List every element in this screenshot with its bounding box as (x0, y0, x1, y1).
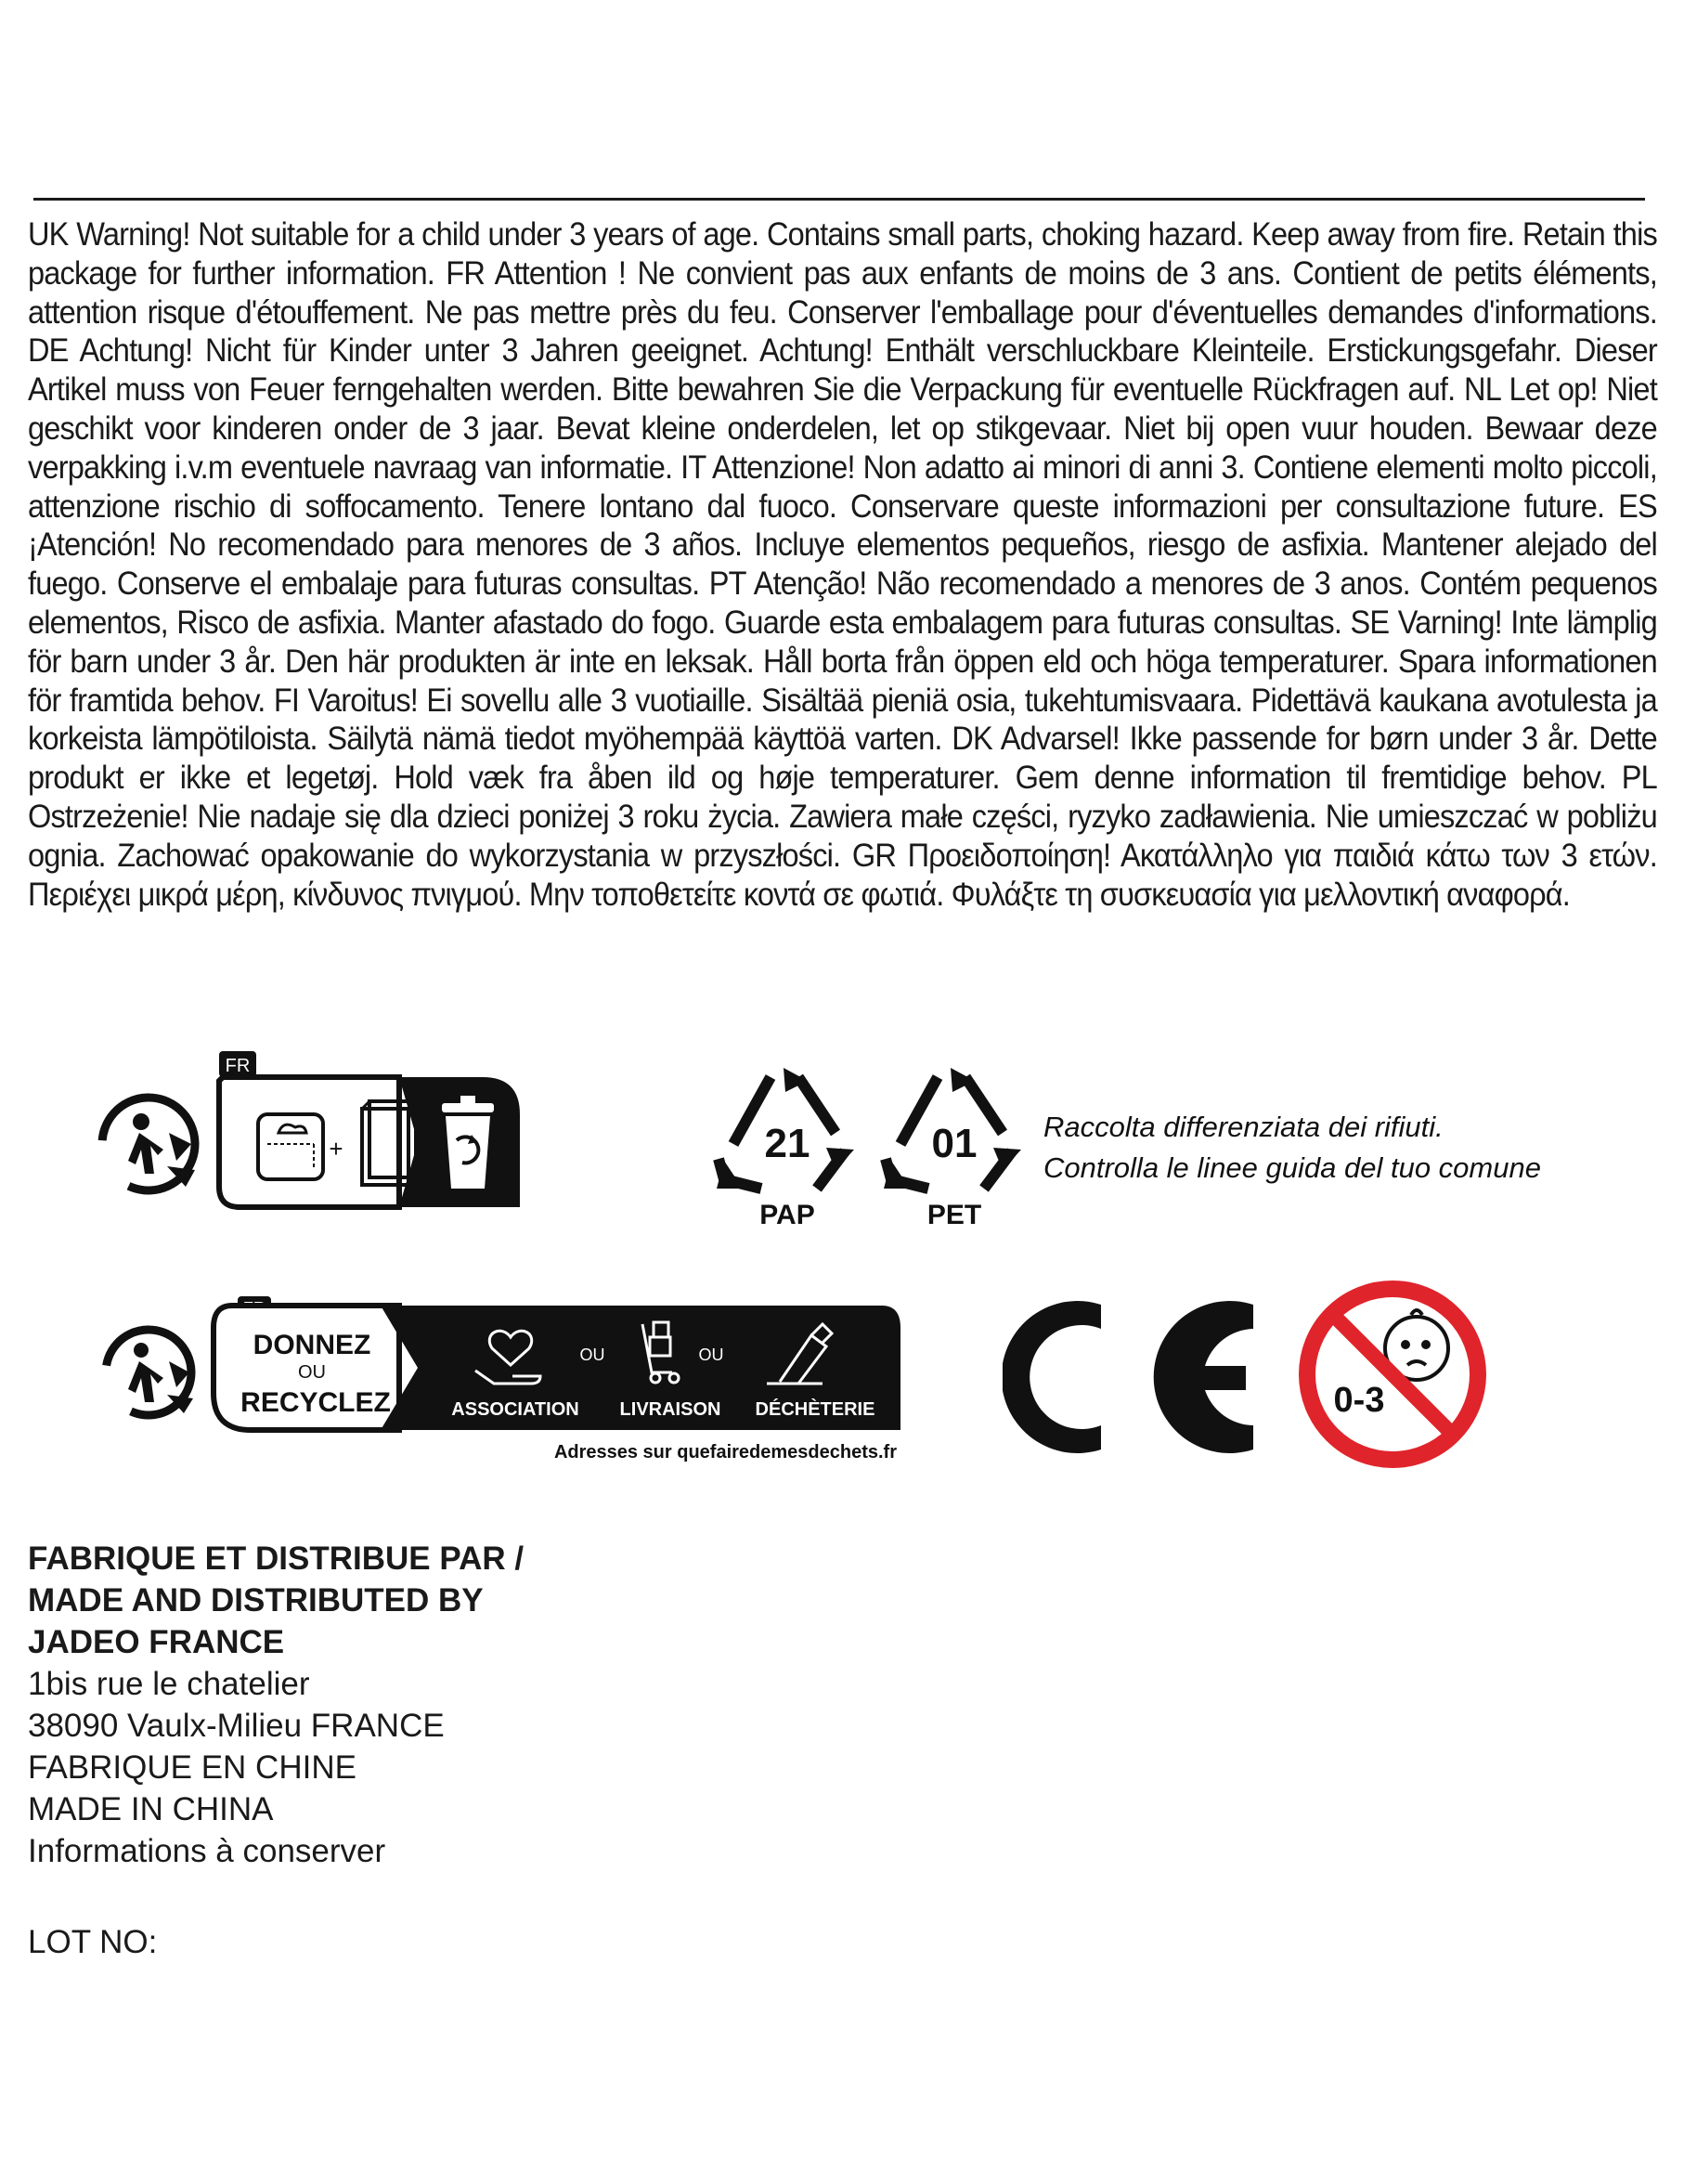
option-association: ASSOCIATION (451, 1399, 579, 1420)
plus-sign: + (329, 1135, 343, 1163)
recyclez-label: RECYCLEZ (240, 1387, 391, 1418)
recycle-note-line2: Controlla le linee guida del tuo comune (1043, 1151, 1541, 1184)
sep-ou-2: OU (698, 1346, 724, 1364)
donnez-label: DONNEZ (253, 1330, 371, 1360)
option-decheterie: DÉCHÈTERIE (755, 1399, 875, 1420)
recycle-note-line1: Raccolta differenziata dei rifiuti. (1043, 1111, 1444, 1143)
lot-number-label: LOT NO: (28, 1924, 158, 1960)
age-warning-sign (1290, 1272, 1495, 1476)
code-material: PAP (759, 1200, 815, 1230)
ce-mark (1003, 1286, 1263, 1472)
recycle-code-01 (873, 1059, 1040, 1244)
recycle-code-21 (706, 1059, 873, 1244)
code-number: 21 (764, 1121, 810, 1166)
triman1-country: FR (225, 1056, 251, 1076)
mfr-heading-line-1: FABRIQUE ET DISTRIBUE PAR / (28, 1540, 525, 1577)
triman-sorting-block (93, 1040, 650, 1226)
mfr-address-city: 38090 Vaulx-Milieu FRANCE (28, 1708, 445, 1744)
origin-fr: FABRIQUE EN CHINE (28, 1749, 356, 1786)
ou-label: OU (298, 1362, 326, 1383)
age-range: 0-3 (1333, 1381, 1385, 1420)
option-livraison: LIVRAISON (619, 1399, 721, 1420)
mfr-heading-line-2: MADE AND DISTRIBUTED BY (28, 1582, 484, 1618)
triman-icon (94, 1318, 203, 1427)
top-divider (33, 198, 1645, 201)
retain-info: Informations à conserver (28, 1833, 386, 1869)
sep-ou-1: OU (579, 1346, 605, 1364)
donnez-recyclez-block (93, 1281, 910, 1476)
code-material: PET (926, 1200, 982, 1230)
manufacturer-info (28, 1538, 524, 1872)
mfr-company-name: JADEO FRANCE (28, 1624, 285, 1660)
mfr-address-street: 1bis rue le chatelier (28, 1666, 310, 1702)
multilingual-warning: UK Warning! Not suitable for a child under 3 years of age. Contains small parts, choking hazard. Keep away from fire. Retain this package for further information. FR Attention ! Ne convient pas aux enfants de moins de 3 ans. Contient de petits éléments, attention risque d'étouffement. Ne pas mettre près du feu. Conserver l'emballage pour d'éventuelles demandes d'informations. DE Achtung! Nicht für Kinder unter 3 Jahren geeignet. Achtung! Enthält verschluckbare Kleinteile. Erstickungsgefahr. Dieser Artikel muss von Feuer ferngehalten werden. Bitte bewahren Sie die Verpackung für eventuelle Rückfragen auf. NL Let op! Niet geschikt voor kinderen onder de 3 jaar. Bevat kleine onderdelen, let op stikgevaar. Niet bij open vuur houden. Bewaar deze verpakking i.v.m eventuele navraag van informatie. IT Attenzione! Non adatto ai minori di anni 3. Contiene elementi molto piccoli, attenzione rischio di soffocamento. Tenere lontano dal fuoco. Conservare queste informazioni per consultazione future. ES ¡Atención! No recomendado para menores de 3 años. Incluye elementos pequeños, riesgo de asfixia. Mantener alejado del fuego. Conserve el embalaje para futuras consultas. PT Atenção! Não recomendado a menores de 3 anos. Contém pequenos elementos, Risco de asfixia. Manter afastado do fogo. Guarde esta embalagem para futuras consultas. SE Varning! Inte lämplig för barn under 3 år. Den här produkten är inte en leksak. Håll borta från öppen eld och höga temperaturer. Spara informationen för framtida behov. FI Varoitus! Ei sovellu alle 3 vuotiaille. Sisältää pieniä osia, tukehtumisvaara. Pidettävä kaukana avotulesta ja korkeista lämpötiloista. Säilytä nämä tiedot myöhempää käyttöä varten. DK Advarsel! Ikke passende for børn under 3 år. Dette produkt er ikke et legetøj. Hold væk fra åben ild og høje temperaturer. Gem denne information til fremtidige behov. PL Ostrzeżenie! Nie nadaje się dla dzieci poniżej 3 roku życia. Zawiera małe części, ryzyko zadławienia. Nie umieszczać w pobliżu ognia. Zachować opakowanie do wykorzystania w przyszłości. GR Προειδοποίηση! Ακατάλληλο για παιδιά κάτω των 3 ετών. Περιέχει μικρά μέρη, κίνδυνος πνιγμού. Μην τοποθετείτε κοντά σε φωτιά. Φυλάξτε τη συσκευασία για μελλοντική αναφορά. (28, 216, 1657, 913)
address-note: Adresses sur quefairedemesdechets.fr (553, 1442, 897, 1462)
triman-icon (93, 1085, 208, 1203)
code-number: 01 (931, 1121, 978, 1166)
origin-en: MADE IN CHINA (28, 1791, 274, 1827)
